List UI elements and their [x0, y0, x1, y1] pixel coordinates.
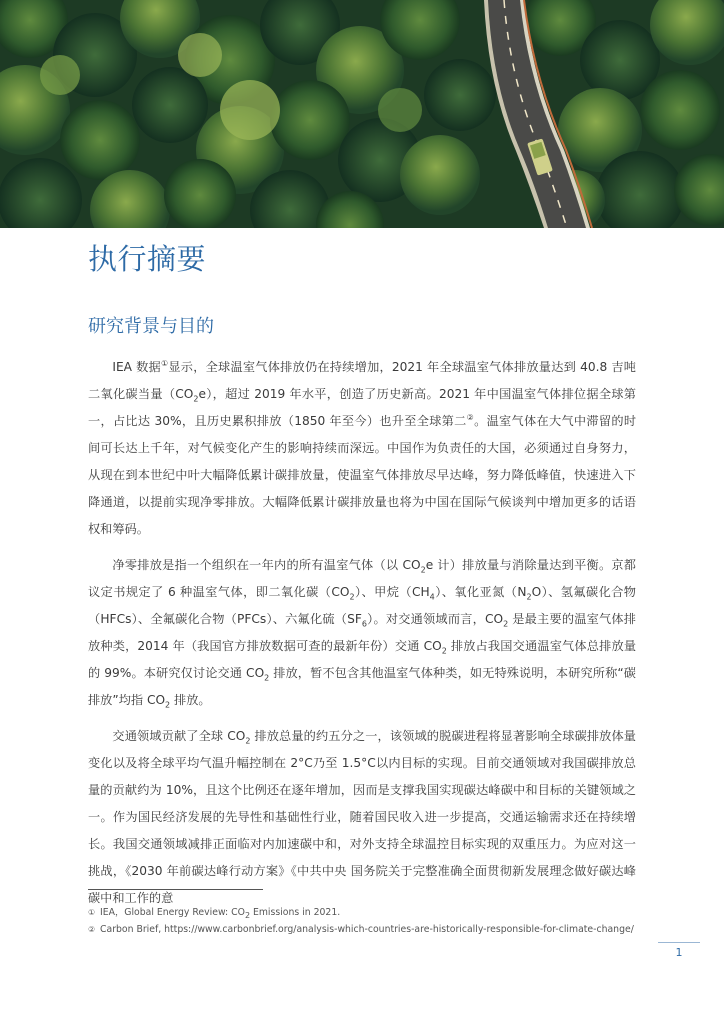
footnote-ref-1[interactable]: ① — [160, 358, 169, 368]
body-text — [88, 354, 636, 921]
page-number-rule — [658, 942, 700, 943]
footnote-divider — [88, 889, 263, 890]
footnotes — [88, 904, 648, 938]
hero-image — [0, 0, 724, 228]
forest-road-photo — [0, 0, 724, 228]
footnote-2: ② Carbon Brief, https://www.carbonbrief.org/analysis-which-countries-are-historically-responsible-for-climate-change/ — [88, 924, 634, 935]
paragraph-2: 净零排放是指一个组织在一年内的所有温室气体（以 $CO_2e$ 计）排放量与消除量达到平衡。京都议定书规定了 6 种温室气体，即二氧化碳$(CO_2)$、甲烷$(CH_4)$、氧化亚氮$(N_2O)$、氢氟碳化合物（HFCs）、全氟碳化合物（PFCs）、六氟化硫$(SF_6)$。对交通领域而言，$CO_2$ 是最主要的温室气体排放种类，2014 年（我国官方排放数据可查的最新年份）交通 $CO_2$ 排放占我国交通温室气体总排放量的 99%。本研究仅讨论交通 $CO_2$ 排放，暂不包含其他温室气体种类，如无特殊说明，本研究所称“碳排放”均指 $CO_2$ 排放。 — [88, 558, 637, 710]
section-title: 研究背景与目的 — [88, 316, 214, 337]
page-number: 1 — [675, 946, 683, 959]
footnote-ref-2[interactable]: ② — [466, 412, 475, 422]
page-title: 执行摘要 — [88, 242, 207, 276]
footnote-2-link[interactable]: Carbon Brief, https://www.carbonbrief.org/analysis-which-countries-are-historically-responsible-for-climate-change/ — [100, 924, 634, 935]
paragraph-1: IEA 数据①显示，全球温室气体排放仍在持续增加，2021 年全球温室气体排放量达到 40.8 吉吨二氧化碳当量$(CO_2e)$，超过 2019 年水平，创造了历史新高。2021 年中国温室气体排位据全球第一，占比达 30%，且历史累积排放（1850 年至今）也升至全球第二②。温室气体在大气中滞留的时间可长达上千年，对气候变化产生的影响持续而深远。中国作为负责任的大国，必须通过自身努力，从现在到本世纪中叶大幅降低累计碳排放量，使温室气体排放尽早达峰，努力降低峰值，快速进入下降通道，以提前实现净零排放。大幅降低累计碳排放量也将为中国在国际气候谈判中增加更多的话语权和筹码。 — [88, 358, 637, 536]
footnote-1: ① IEA，Global Energy Review: $CO_2$ Emissions in 2021. — [88, 907, 341, 920]
paragraph-3: 交通领域贡献了全球 $CO_2$ 排放总量的约五分之一，该领域的脱碳进程将显著影响全球碳排放体量变化以及将全球平均气温升幅控制在 2°C乃至 1.5°C以内目标的实现。目前交通领域对我国碳排放总量的贡献约为 10%，且这个比例还在逐年增加，因而是支撑我国实现碳达峰碳中和目标的关键领域之一。作为国民经济发展的先导性和基础性行业，随着国民收入进一步提高，交通运输需求还在持续增长。我国交通领域减排正面临对内加速碳中和，对外支持全球温控目标实现的双重压力。为应对这一挑战，《2030 年前碳达峰行动方案》《中共中央 国务院关于完整准确全面贯彻新发展理念做好碳达峰碳中和工作的意 — [88, 729, 636, 905]
